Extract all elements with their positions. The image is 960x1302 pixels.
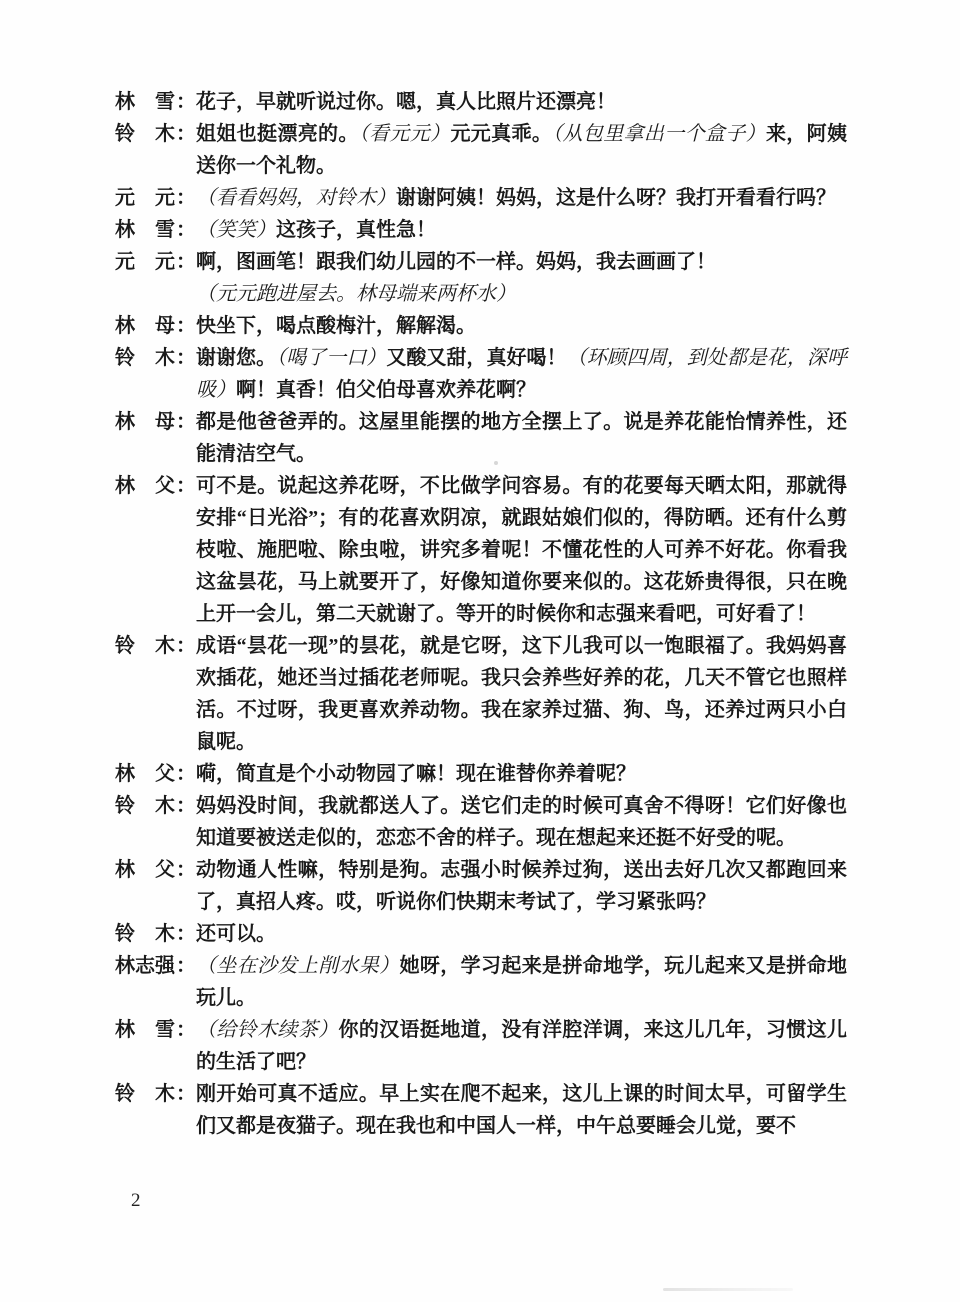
script-line [115, 1078, 847, 1142]
script-line [115, 182, 847, 214]
dialogue-text: 元元真乖。 [450, 123, 553, 145]
speaker-colon: ： [176, 923, 196, 945]
speaker-name: 林 父 [115, 763, 175, 785]
dialogue-text: 啊！真香！伯父伯母喜欢养花啊？ [236, 379, 536, 401]
line-text [196, 790, 847, 854]
speaker-name: 林 雪 [115, 91, 175, 113]
script-line [115, 950, 847, 1014]
speaker-name: 铃 木 [115, 635, 175, 657]
script-line [115, 86, 847, 118]
stage-direction: （从包里拿出一个盒子） [552, 123, 766, 145]
script-line [115, 214, 847, 246]
line-text [196, 758, 847, 790]
line-text [196, 406, 847, 470]
stage-direction: （看看妈妈，对铃木） [196, 187, 396, 209]
script-line [115, 1014, 847, 1078]
speaker-name: 元 元 [115, 251, 175, 273]
script-line [115, 918, 847, 950]
stage-direction: （看元元） [358, 123, 451, 145]
dialogue-text: 谢谢阿姨！妈妈，这是什么呀？我打开看看行吗？ [396, 187, 836, 209]
stage-direction: （环顾四周，到处都是花，深呼吸） [196, 347, 847, 401]
speaker-colon: ： [176, 1019, 196, 1041]
speaker-name: 铃 木 [115, 795, 175, 817]
speaker-name: 林 母 [115, 411, 175, 433]
speaker-name: 林 父 [115, 859, 175, 881]
speaker-name: 元 元 [115, 187, 175, 209]
speaker-name: 林 母 [115, 315, 175, 337]
speaker-colon: ： [176, 1083, 196, 1105]
speaker-colon: ： [176, 763, 196, 785]
speaker-name: 铃 木 [115, 347, 175, 369]
stage-direction: （给铃木续茶） [196, 1019, 339, 1041]
dialogue-text: 可不是。说起这养花呀，不比做学问容易。有的花要每天晒太阳，那就得安排“日光浴”；有的花喜欢阴凉，就跟姑娘们似的，得防晒。还有什么剪枝啦、施肥啦、除虫啦，讲究多着呢！不懂花性的人可养不好花。你看我这盆昙花，马上就要开了，好像知道你要来似的。这花娇贵得很，只在晚上开一会儿，第二天就谢了。等开的时候你和志强来看吧，可好看了！ [196, 475, 847, 625]
dialogue-text: 刚开始可真不适应。早上实在爬不起来，这儿上课的时间太早，可留学生们又都是夜猫子。现在我也和中国人一样，中午总要睡会儿觉，要不 [196, 1083, 847, 1137]
scan-artifact [663, 1288, 793, 1291]
speaker-name: 铃 木 [115, 123, 175, 145]
speaker-name: 林志强 [115, 955, 175, 977]
stage-direction: （笑笑） [196, 219, 276, 241]
dialogue-text: 都是他爸爸弄的。这屋里能摆的地方全摆上了。说是养花能怡情养性，还能清洁空气。 [196, 411, 847, 465]
script-line [115, 854, 847, 918]
dialogue-text: 你的汉语挺地道，没有洋腔洋调，来这儿几年，习惯这儿的生活了吧？ [196, 1019, 848, 1073]
line-text [196, 342, 847, 406]
script-line [115, 630, 847, 758]
line-text [196, 470, 847, 630]
speaker-colon: ： [176, 347, 196, 369]
speaker-name: 铃 木 [115, 923, 175, 945]
speaker-name: 铃 木 [115, 1083, 175, 1105]
line-text [196, 182, 847, 214]
speaker-colon: ： [176, 795, 196, 817]
dialogue-text: 花子，早就听说过你。嗯，真人比照片还漂亮！ [196, 91, 616, 113]
script-line [115, 406, 847, 470]
script-line [115, 310, 847, 342]
line-text [196, 918, 847, 950]
speaker-colon: ： [176, 187, 196, 209]
line-text [196, 950, 847, 1014]
script-line [115, 758, 847, 790]
line-text [196, 246, 847, 278]
speaker-colon: ： [176, 635, 196, 657]
page-number: 2 [131, 1190, 141, 1211]
speaker-name: 林 雪 [115, 1019, 175, 1041]
speaker-colon: ： [176, 475, 196, 497]
dialogue-text: 姐姐也挺漂亮的。 [196, 123, 359, 145]
dialogue-text: 成语“昙花一现”的昙花，就是它呀，这下儿我可以一饱眼福了。我妈妈喜欢插花，她还当过插花老师呢。我只会养些好养的花，几天不管它也照样活。不过呀，我更喜欢养动物。我在家养过猫、狗、鸟，还养过两只小白鼠呢。 [196, 635, 847, 753]
script-line [115, 470, 847, 630]
stage-direction: （元元跑进屋去。林母端来两杯水） [196, 283, 516, 305]
dialogue-text: 嗬，简直是个小动物园了嘛！现在谁替你养着呢？ [196, 763, 636, 785]
dialogue-text: 又酸又甜，真好喝！ [386, 347, 567, 369]
speaker-colon: ： [176, 123, 196, 145]
line-text [196, 854, 847, 918]
line-text [196, 278, 847, 310]
speaker-colon: ： [176, 315, 196, 337]
dialogue-text: 来，阿姨送你一个礼物。 [196, 123, 847, 177]
dialogue-text: 啊，图画笔！跟我们幼儿园的不一样。妈妈，我去画画了！ [196, 251, 716, 273]
script-line [115, 342, 847, 406]
speaker-colon: ： [176, 411, 196, 433]
speaker-name: 林 雪 [115, 219, 175, 241]
script-line [115, 246, 847, 278]
speaker-colon: ： [176, 859, 196, 881]
script-line [115, 278, 847, 310]
dialogue-text: 快坐下，喝点酸梅汁，解解渴。 [196, 315, 476, 337]
speaker-colon: ： [176, 91, 196, 113]
speaker-name: 林 父 [115, 475, 175, 497]
dialogue-text: 谢谢您。 [196, 347, 277, 369]
line-text [196, 310, 847, 342]
speaker-colon: ： [176, 955, 196, 977]
script-lines [115, 86, 847, 1142]
line-text [196, 118, 847, 182]
line-text [196, 214, 847, 246]
script-line [115, 118, 847, 182]
line-text [196, 86, 847, 118]
dialogue-text: 还可以。 [196, 923, 276, 945]
line-text [196, 1014, 847, 1078]
line-text [196, 1078, 847, 1142]
speaker-colon: ： [176, 219, 196, 241]
dialogue-text: 妈妈没时间，我就都送人了。送它们走的时候可真舍不得呀！它们好像也知道要被送走似的，恋恋不舍的样子。现在想起来还挺不好受的呢。 [196, 795, 847, 849]
stage-direction: （喝了一口） [276, 347, 387, 369]
dialogue-text: 她呀，学习起来是拼命地学，玩儿起来又是拼命地玩儿。 [196, 955, 848, 1009]
dialogue-text: 动物通人性嘛，特别是狗。志强小时候养过狗，送出去好几次又都跑回来了，真招人疼。哎，听说你们快期末考试了，学习紧张吗？ [196, 859, 847, 913]
stage-direction: （坐在沙发上削水果） [196, 955, 400, 977]
dialogue-text: 这孩子，真性急！ [276, 219, 436, 241]
speaker-colon: ： [176, 251, 196, 273]
script-line [115, 790, 847, 854]
line-text [196, 630, 847, 758]
